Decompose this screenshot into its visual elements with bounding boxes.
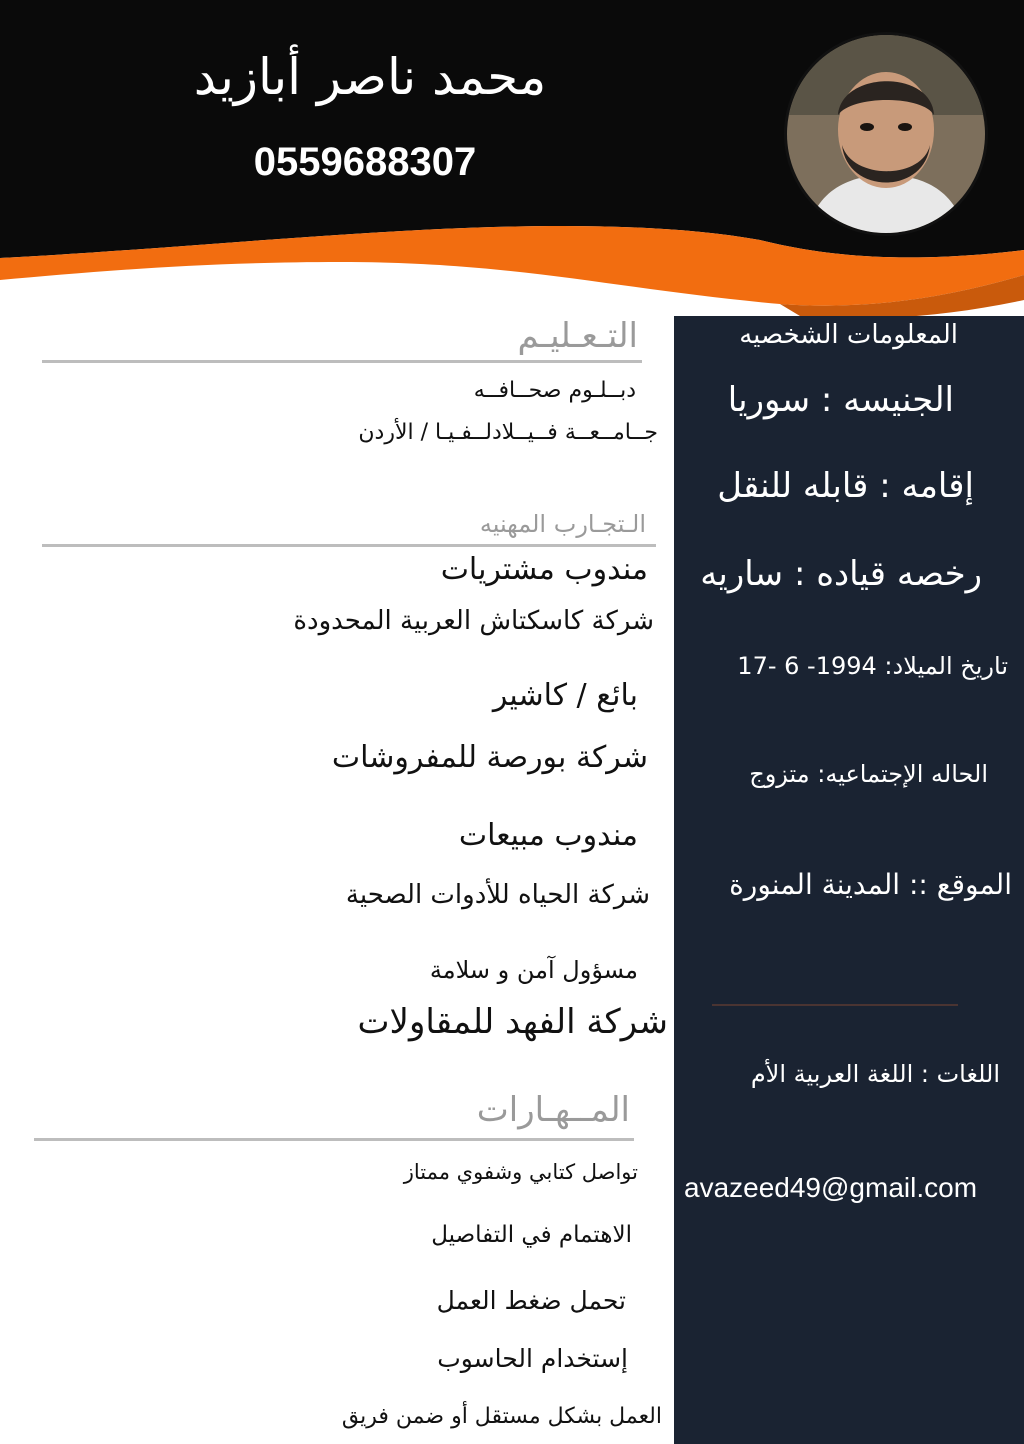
candidate-name: محمد ناصر أبازيد <box>193 48 547 106</box>
job-company-2: شركة بورصة للمفروشات <box>331 740 648 775</box>
skill-item-1: تواصل كتابي وشفوي ممتاز <box>403 1160 638 1184</box>
sidebar-divider <box>712 1004 958 1006</box>
skill-item-3: تحمل ضغط العمل <box>436 1286 626 1315</box>
languages: اللغات : اللغة العربية الأم <box>750 1060 1000 1088</box>
job-title-4: مسؤول آمن و سلامة <box>429 956 638 984</box>
phone-number: 0559688307 <box>253 140 477 184</box>
residence: إقامه : قابله للنقل <box>717 466 974 506</box>
experience-heading: الـتجـارب المهنيه <box>479 510 646 538</box>
education-rule <box>42 360 642 363</box>
education-university: جــامــعــة فــيــلادلــفـيـا / الأردن <box>358 420 658 445</box>
job-company-1: شركة كاسكتاش العربية المحدودة <box>293 606 654 636</box>
avatar-icon <box>787 35 985 233</box>
profile-photo <box>784 32 988 236</box>
birthdate: تاريخ الميلاد: 1994- 6 -17 <box>737 652 1008 680</box>
driving-license: رخصه قياده : ساريه <box>700 554 982 594</box>
education-heading: التـعـليـم <box>517 316 638 356</box>
job-company-4: شركة الفهد للمقاولات <box>357 1002 668 1042</box>
nationality: الجنيسه : سوريا <box>727 380 954 420</box>
job-company-3: شركة الحياه للأدوات الصحية <box>345 880 650 910</box>
job-title-3: مندوب مبيعات <box>458 818 638 853</box>
personal-info-title: المعلومات الشخصيه <box>739 320 958 350</box>
job-title-2: بائع / كاشير <box>492 678 638 713</box>
experience-rule <box>42 544 656 547</box>
skill-item-5: العمل بشكل مستقل أو ضمن فريق <box>341 1404 662 1429</box>
education-degree: دبــلـوم صحــافــه <box>473 378 636 403</box>
email-address: avazeed49@gmail.com <box>684 1172 978 1203</box>
job-title-1: مندوب مشتريات <box>440 552 648 587</box>
skills-rule <box>34 1138 634 1141</box>
skills-heading: المــهـارات <box>476 1090 630 1130</box>
marital-status: الحاله الإجتماعيه: متزوج <box>749 760 988 788</box>
skill-item-2: الاهتمام في التفاصيل <box>431 1222 632 1248</box>
location: الموقع :: المدينة المنورة <box>729 868 1012 901</box>
skill-item-4: إستخدام الحاسوب <box>437 1344 628 1373</box>
